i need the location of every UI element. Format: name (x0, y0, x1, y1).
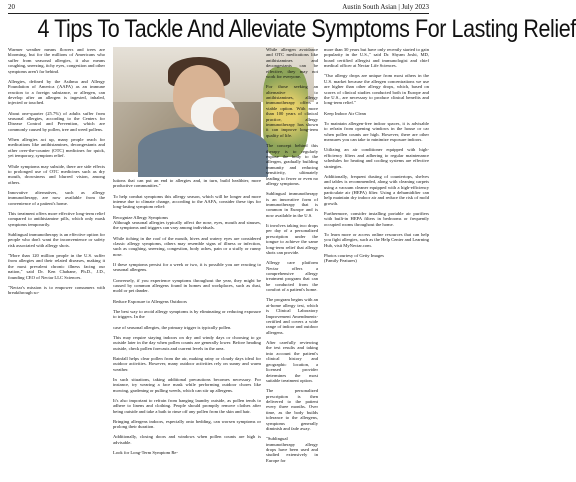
newspaper-page (0, 2, 576, 482)
paragraph: After carefully reviewing the test results and taking into account the patient's clinical history and geographic location, a licensed provider determines the most suitable treatment option. (266, 340, 318, 383)
paragraph: To learn more or access online resources that can help you fight allergies, such as the Help Center and Learning Hub, visit MyNectar.com. (324, 231, 429, 248)
paragraph: To maintain allergen-free indoor spaces, it is advisable to refrain from opening windows in the house or car when pollen counts are high. However, there are other measures you can take to minimize exposure indoors. (324, 120, 429, 143)
paragraph: Conversely, if you experience symptoms throughout the year, they might be caused by common allergens found in homes and workplaces, such as dust, mold or pet dander. (113, 277, 261, 294)
page-header (8, 2, 429, 12)
publication-line: Austin South Asian | July 2023 (342, 3, 429, 11)
paragraph: lutions that can put an end to allergies and, in turn, build healthier, more productive communities." (113, 178, 261, 189)
column-1 (8, 47, 105, 477)
column-2 (113, 178, 261, 477)
paragraph: It involves taking two drops per day of a personalized prescription under the tongue to achieve the same long-term relief that allergy shots can provide. (266, 222, 318, 255)
paragraph: Additionally, closing doors and windows when pollen counts are high is advisable. (113, 434, 261, 445)
paragraph: The personalized prescription is then delivered to the patient every three months. Over time, as the body builds tolerance to the allergens, symptoms generally diminish and fade away. (266, 388, 318, 431)
paragraph: "Sublingual immunotherapy allergy drops have been used and studied extensively in Europe for (266, 436, 318, 463)
paragraph: Furthermore, consider installing portable air purifiers with built-in HEPA filters in bedrooms or frequently occupied rooms throughout the home. (324, 210, 429, 227)
paragraph: Rainfall helps clear pollen from the air, making rainy or cloudy days ideal for outdoor activities. However, many outdoor activities rely on sunny and warm weather. (113, 355, 261, 372)
paragraph: Warmer weather means flowers and trees are blooming, but for the millions of Americans who suffer from seasonal allergies, it also means coughing, sneezing, itchy eyes, congestion and other symptoms aren't far behind. (8, 47, 105, 74)
paragraph: The concept behind this therapy is to regularly expose the body to the allergen, gradually building immunity and reducing sensitivity, ultimately leading to fewer or even no allergy symptoms. (266, 143, 318, 186)
paragraph: This may require staying indoors on dry and windy days or choosing to go outside later in the day when pollen counts are generally lower. Before heading outside, check pollen forecasts and current levels in the area. (113, 334, 261, 351)
paragraph: Allergies, defined by the Asthma and Allergy Foundation of America (AAFA) as an immune reaction to a foreign substance, or allergen, can develop after an allergen is ingested, inhaled, injected or touched. (8, 78, 105, 106)
paragraph: While itching in the roof of the mouth, hives and watery eyes are considered classic allergy symptoms, others may resemble signs of illness or infection, such as coughing, sneezing, congestion, body aches, pain or a stuffy or runny nose. (113, 235, 261, 257)
paragraph: It's also important to refrain from hanging laundry outside, as pollen tends to adhere to linens and clothing. People should promptly remove clothes after being outside and take a bath to rinse off any pollen from the skin and hair. (113, 397, 261, 414)
paragraph: Utilizing an air conditioner equipped with high-efficiency filters and adhering to regular maintenance schedules for heating and cooling systems are effective strategies. (324, 147, 429, 169)
paragraph: more than 30 years but have only recently started to gain popularity in the U.S.," said Dr. Shyam Joshi, MD, board certified allergist and immunologist and chief medical officer at Nectar Life Sciences. (324, 47, 429, 69)
column-4 (324, 47, 429, 477)
paragraph: The best way to avoid allergy symptoms is by eliminating or reducing exposure to triggers. In the (113, 308, 261, 320)
paragraph: About one-quarter (25.7%) of adults suffer from seasonal allergies, according to the Centers for Disease Control and Prevention, which are commonly caused by pollen, tree and weed pollens. (8, 110, 105, 132)
paragraph: "More than 120 million people in the U.S. suffer from allergies and their related diseases, making it the most prevalent chronic illness facing our nation," said Dr. Ken Chabane, Ph.D., J.D., founding CEO of Nectar LLC Sciences. (8, 252, 105, 280)
paragraph: Look for Long-Term Symptom Re- (113, 449, 179, 455)
paragraph: When allergies act up, many people reach for medications like antihistamines, decongestants and other over-the-counter (OTC) medicines for quick, yet temporary, symptom relief. (8, 137, 105, 159)
paragraph: To help combat symptoms this allergy season, which will be longer and more intense due to climate change, according to the AAFA, consider these tips for long-lasting symptom relief: (113, 193, 261, 210)
page-number: 20 (8, 3, 15, 11)
paragraph: The program begins with an at-home allergy test, which is Clinical Laboratory Improvement Amendments-certified and covers a wide range of indoor and outdoor allergens. (266, 297, 318, 335)
paragraph: While symptoms may subside, there are side effects to prolonged use of OTC medicines such as dry mouth, drowsiness and blurred vision, among others. (8, 163, 105, 185)
paragraph: case of seasonal allergies, the primary trigger is typically pollen. (113, 324, 232, 330)
paragraph: Additionally, frequent dusting of countertops, shelves and tables is recommended, along with cleaning carpets using a vacuum cleaner equipped with a high-efficiency particulate air (HEPA) filter. Using a dehumidifier can help maintain dry indoor air and reduce the risk of mold growth. (324, 173, 429, 206)
paragraph: If these symptoms persist for a week or two, it is possible you are reacting to seasonal allergens. (113, 262, 261, 273)
paragraph: For those seeking an alternative to antihistamines, allergy immunotherapy offers a viable option. With more than 100 years of clinical practice, allergy immunotherapy has shown it can improve long-term quality of life. (266, 84, 318, 138)
subheading: Keep Indoor Air Clean (324, 110, 366, 116)
article-body (8, 47, 429, 477)
paragraph: "Our allergy drops are unique from most others in the U.S. market because the allergen concentrations we use are higher than other allergy drops, which, based on scores of clinical studies conducted both in Europe and the U.S., are necessary to produce clinical benefits and long-term relief." (324, 73, 429, 106)
paragraph: In such situations, taking additional precautions becomes necessary. For instance, try wearing a face mask while performing outdoor chores like mowing, gardening or pulling weeds, which can stir up allergens. (113, 376, 261, 393)
subheading: Reduce Exposure to Allergens Outdoors (113, 298, 187, 304)
paragraph: Bringing allergens indoors, especially onto bedding, can worsen symptoms or prolong their duration. (113, 418, 261, 430)
photo-credit: Photos courtesy of Getty Images (Family Features) (324, 252, 384, 264)
article-headline: 4 Tips To Tackle And Alleviate Symptoms For Lasting Relief (37, 15, 576, 43)
paragraph: "Nectar's mission is to empower consumers with breakthrough so- (8, 284, 105, 296)
paragraph: Allergy care platform Nectar offers a comprehensive allergy treatment program that can be conducted from the comfort of a patient's home. (266, 260, 318, 293)
paragraph: Sublingual immunotherapy is an innovative form of immunotherapy that is common in Europe and is now available in the U.S. (266, 191, 318, 218)
paragraph: Sublingual immunotherapy is an effective option for people who don't want the inconvenience or safety risk associated with allergy shots. (8, 231, 105, 248)
paragraph: Innovative alternatives, such as allergy immunotherapy, are now available from the convenience of a patient's home. (8, 189, 105, 206)
column-3b-text (266, 47, 318, 477)
paragraph: Recognize Allergy Symptoms Although seasonal allergies typically affect the nose, eyes, mouth and sinuses, the symptoms and triggers can vary among individuals. (113, 214, 261, 231)
paragraph: While allergen avoidance and OTC medications like antihistamines and decongestants can be effective, they may not work for everyone. (266, 47, 318, 80)
person-sneezing-photo (113, 47, 261, 172)
paragraph: This treatment offers more effective long-term relief compared to antihistamine pills, which only mask symptoms temporarily. (8, 210, 105, 227)
